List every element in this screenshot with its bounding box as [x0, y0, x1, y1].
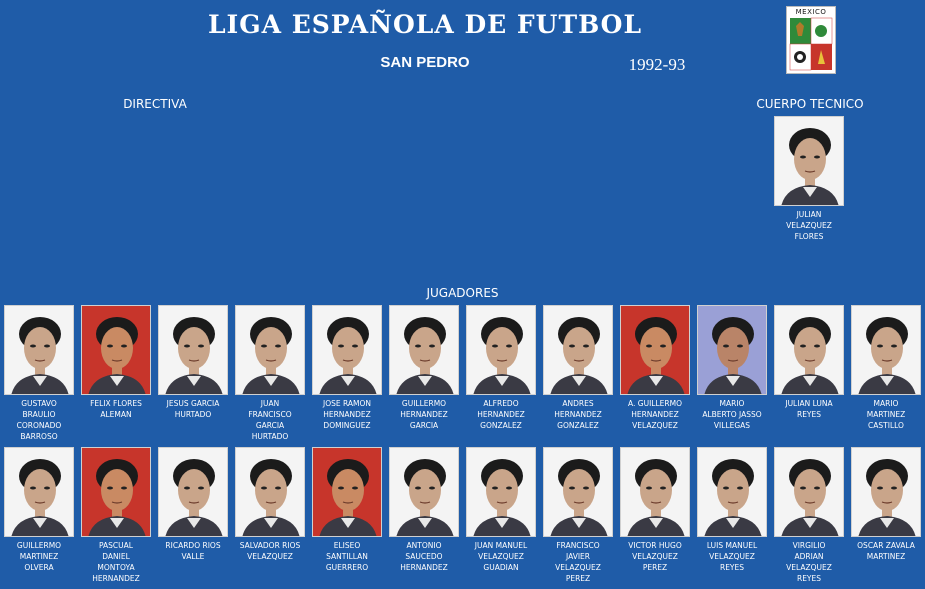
player-card — [542, 305, 614, 431]
player-name: JUAN FRANCISCO GARCIA HURTADO — [248, 399, 292, 441]
player-name: GUILLERMO HERNANDEZ GARCIA — [400, 399, 448, 430]
player-name: ANDRES HERNANDEZ GONZALEZ — [554, 399, 602, 430]
team-name: SAN PEDRO — [380, 54, 470, 71]
player-photo — [4, 305, 74, 395]
player-name: JULIAN VELAZQUEZ FLORES — [786, 210, 832, 241]
player-photo — [389, 305, 459, 395]
player-name: SALVADOR RIOS VELAZQUEZ — [239, 541, 301, 561]
player-name: PASCUAL DANIEL MONTOYA HERNANDEZ — [92, 541, 140, 583]
player-photo — [851, 305, 921, 395]
player-name: MARIO ALBERTO JASSO VILLEGAS — [702, 399, 762, 430]
player-photo — [620, 305, 690, 395]
player-photo — [235, 305, 305, 395]
player-photo — [543, 447, 613, 537]
player-name: ELISEO SANTILLAN GUERRERO — [325, 541, 369, 572]
player-photo — [697, 305, 767, 395]
player-card — [157, 447, 229, 562]
player-name: ALFREDO HERNANDEZ GONZALEZ — [477, 399, 525, 430]
player-photo — [81, 305, 151, 395]
player-photo — [158, 447, 228, 537]
player-name: GUILLERMO MARTINEZ OLVERA — [16, 541, 62, 572]
crest-shield-icon — [788, 16, 834, 73]
mexico-crest-logo — [786, 6, 836, 74]
player-name: ANTONIO SAUCEDO HERNANDEZ — [400, 541, 448, 572]
player-card — [773, 447, 845, 584]
coach-card — [773, 116, 845, 242]
player-card — [465, 305, 537, 431]
player-photo — [774, 116, 844, 206]
player-card — [311, 305, 383, 431]
player-card — [234, 305, 306, 442]
section-label-jugadores: JUGADORES — [426, 286, 499, 300]
player-card — [850, 447, 922, 562]
player-photo — [389, 447, 459, 537]
player-photo — [851, 447, 921, 537]
player-card — [80, 305, 152, 420]
season-label: 1992-93 — [628, 55, 686, 74]
player-photo — [774, 447, 844, 537]
player-photo — [543, 305, 613, 395]
player-card — [773, 305, 845, 420]
player-card — [542, 447, 614, 584]
player-name: FRANCISCO JAVIER VELAZQUEZ PEREZ — [555, 541, 601, 583]
player-name: RICARDO RIOS VALLE — [165, 541, 221, 561]
player-card — [696, 447, 768, 573]
player-card — [465, 447, 537, 573]
player-name: VICTOR HUGO VELAZQUEZ PEREZ — [628, 541, 682, 572]
player-name: JULIAN LUNA REYES — [785, 399, 833, 419]
player-name: MARIO MARTINEZ CASTILLO — [866, 399, 906, 430]
player-photo — [235, 447, 305, 537]
player-photo — [620, 447, 690, 537]
player-card — [619, 305, 691, 431]
player-photo — [466, 305, 536, 395]
player-photo — [312, 305, 382, 395]
player-card — [850, 305, 922, 431]
player-card — [3, 447, 75, 573]
player-photo — [4, 447, 74, 537]
player-photo — [774, 305, 844, 395]
player-card — [3, 305, 75, 442]
player-photo — [697, 447, 767, 537]
player-name: A. GUILLERMO HERNANDEZ VELAZQUEZ — [628, 399, 682, 430]
page-title: LIGA ESPAÑOLA DE FUTBOL — [207, 10, 643, 39]
player-card — [80, 447, 152, 584]
player-name: FELIX FLORES ALEMAN — [90, 399, 142, 419]
player-name: LUIS MANUEL VELAZQUEZ REYES — [706, 541, 758, 572]
player-photo — [466, 447, 536, 537]
player-name: VIRGILIO ADRIAN VELAZQUEZ REYES — [786, 541, 832, 583]
player-photo — [158, 305, 228, 395]
player-name: GUSTAVO BRAULIO CORONADO BARROSO — [16, 399, 62, 441]
player-card — [311, 447, 383, 573]
crest-text: MEXICO — [795, 8, 827, 16]
player-name: OSCAR ZAVALA MARTINEZ — [857, 541, 915, 561]
player-name: JOSE RAMON HERNANDEZ DOMINGUEZ — [322, 399, 372, 430]
player-card — [388, 447, 460, 573]
player-name: JUAN MANUEL VELAZQUEZ GUADIAN — [474, 541, 528, 572]
player-card — [388, 305, 460, 431]
player-photo — [312, 447, 382, 537]
section-label-directiva: DIRECTIVA — [123, 97, 187, 111]
player-name: JESUS GARCIA HURTADO — [166, 399, 220, 419]
player-card — [234, 447, 306, 562]
player-photo — [81, 447, 151, 537]
player-card — [619, 447, 691, 573]
player-card — [157, 305, 229, 420]
player-card — [696, 305, 768, 431]
section-label-cuerpo-tecnico: CUERPO TECNICO — [756, 97, 864, 111]
